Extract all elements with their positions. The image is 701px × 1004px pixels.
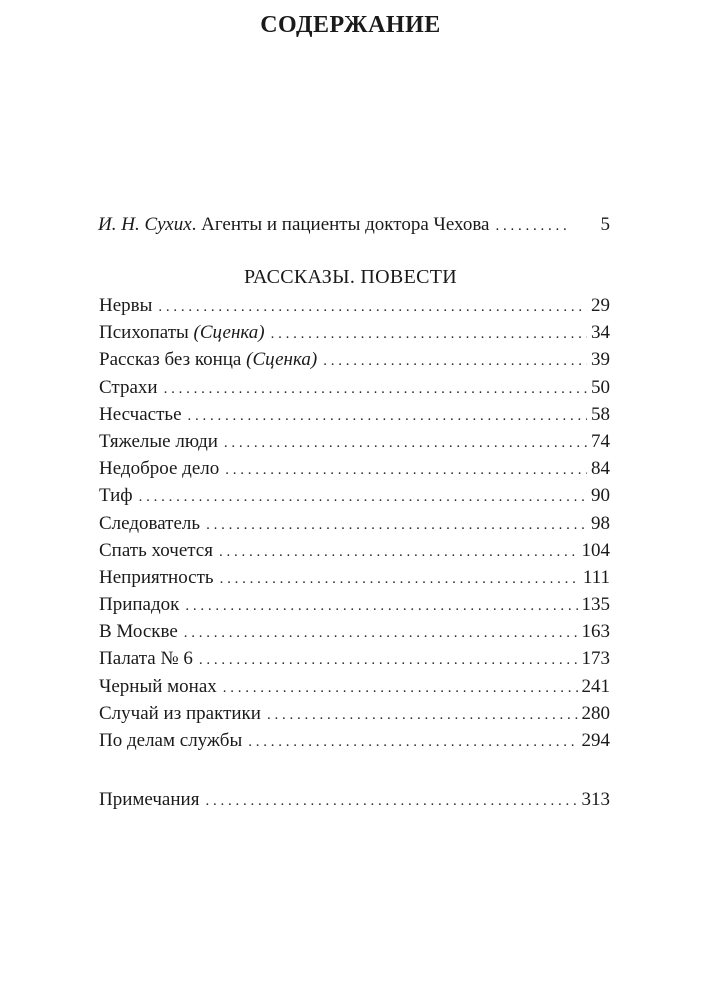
intro-author: И. Н. Сухих [98,214,192,235]
toc-entry [99,431,610,458]
dot-leader [205,793,577,810]
dot-leader [206,517,587,534]
entry-title [99,322,271,344]
toc-entry [99,540,610,567]
entry-title [99,377,164,399]
entry-note: (Сценка) [193,322,265,344]
intro-entry-title [98,214,489,236]
dot-leader [323,353,587,370]
entry-title-text: Неприятность [99,566,214,588]
entry-title-text: Черный монах [99,675,217,697]
entry-page-number: 58 [591,403,610,425]
notes-entry-row [99,789,610,816]
notes-page-number: 313 [581,789,610,810]
page-title: СОДЕРЖАНИЕ [260,12,441,38]
intro-entry-row [98,214,610,242]
entry-page-number: 34 [591,322,610,344]
dot-leader [223,680,578,697]
dot-leader [158,299,587,316]
dot-leader [184,625,578,642]
entry-page-number: 50 [591,376,610,398]
dot-leader [164,381,587,398]
entry-page-number: 135 [581,594,610,616]
toc-entry [99,703,610,730]
entry-title [99,621,184,643]
entry-title-text: Психопаты [99,322,194,344]
entry-page-number: 294 [581,730,610,751]
intro-entry [98,214,610,242]
toc-entry [99,485,610,512]
entry-page-number: 29 [591,295,610,316]
entry-page-number: 173 [581,648,610,670]
entry-title [99,540,219,562]
toc-entry [99,458,610,485]
entry-page-number: 90 [591,485,610,507]
dot-leader [219,544,578,561]
entry-title [99,404,188,426]
dot-leader [199,652,578,669]
intro-title: . Агенты и пациенты доктора Чехова [191,214,490,235]
dot-leader [139,489,587,506]
entry-page-number: 111 [582,566,610,588]
toc-entry [99,648,610,675]
entry-title [99,594,185,616]
dot-leader [188,408,587,425]
entry-title [99,703,267,725]
entry-page-number: 163 [581,621,610,643]
entry-page-number: 98 [591,512,610,534]
section-heading: РАССКАЗЫ. ПОВЕСТИ [244,266,457,288]
toc-entry [99,567,610,594]
toc-entry [99,594,610,621]
entry-title-text: Спать хочется [99,539,213,561]
entry-title-text: Страхи [99,376,158,398]
entry-title-text: Недоброе дело [99,458,220,480]
entry-title [99,458,225,480]
dot-leader [248,734,577,751]
intro-page-number: 5 [600,214,610,235]
entry-title [99,349,323,371]
toc-entry [99,404,610,431]
entry-title-text: Следователь [99,512,201,534]
entry-page-number: 104 [581,539,610,561]
dot-leader [267,707,578,724]
dot-leader [225,462,587,479]
entry-title-text: По делам службы [99,730,243,751]
entry-title-text: Случай из практики [99,702,261,724]
entry-title [99,513,206,535]
intro-dot-leader [489,218,569,235]
entry-title-text: Нервы [99,295,153,316]
toc-entry [99,730,610,757]
toc-entry [99,349,610,376]
entry-title [99,295,158,317]
dot-leader [224,435,587,452]
notes-title: Примечания [99,789,200,810]
entry-page-number: 74 [591,430,610,452]
entry-title-text: Палата № 6 [99,648,193,670]
toc-list [99,295,610,757]
entry-title [99,676,223,698]
toc-entry [99,322,610,349]
entry-title [99,730,248,752]
toc-entry [99,377,610,404]
entry-title [99,431,224,453]
entry-title [99,485,139,507]
entry-page-number: 241 [581,675,610,697]
toc-entry [99,676,610,703]
entry-page-number: 280 [581,702,610,724]
entry-title [99,648,199,670]
entry-title-text: Несчастье [99,403,182,425]
entry-title-text: Припадок [99,594,180,616]
entry-title-text: В Москве [99,621,178,643]
entry-title-text: Тиф [99,485,133,507]
toc-entry [99,513,610,540]
entry-note: (Сценка) [246,349,318,371]
toc-entry [99,295,610,322]
notes-entry [99,789,610,816]
dot-leader [185,598,577,615]
toc-entry [99,621,610,648]
entry-title [99,567,220,589]
dot-leader [271,326,587,343]
dot-leader [220,571,579,588]
entry-title-text: Тяжелые люди [99,430,218,452]
entry-page-number: 39 [591,349,610,371]
entry-page-number: 84 [591,458,610,480]
entry-title-text: Рассказ без конца [99,349,247,371]
